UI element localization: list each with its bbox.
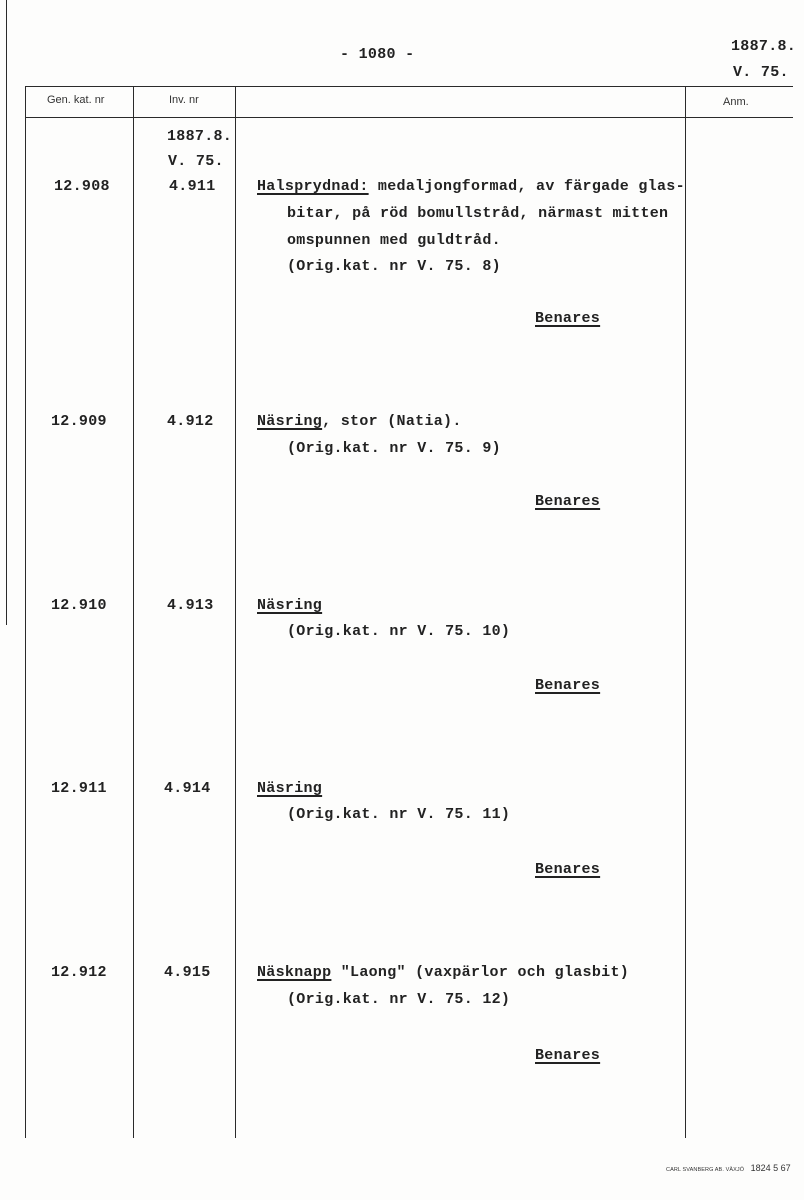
entry-gen-nr: 12.908 (54, 178, 110, 195)
entry-term: Näsring (257, 413, 323, 430)
corner-ref-line1: 1887.8. (731, 38, 797, 55)
column-rule-desc-anm (685, 86, 686, 1138)
entry-text: medaljongformad, av färgade glas- (368, 178, 685, 195)
entry-text: "Laong" (vaxpärlor och glasbit) (331, 964, 630, 981)
column-header-anm: Anm. (723, 96, 749, 108)
entry-gen-nr: 12.912 (51, 964, 107, 981)
entry-inv-nr: 4.912 (167, 413, 214, 430)
entry-inv-nr: 4.911 (169, 178, 216, 195)
entry-term: Näsknapp (257, 964, 332, 981)
entry-gen-nr: 12.910 (51, 597, 107, 614)
header-top-rule (25, 86, 793, 87)
printer-name: CARL SVANBERG AB. VÄXJÖ (666, 1167, 745, 1173)
entry-description-line1 (257, 178, 685, 195)
entry-term: Halsprydnad: (257, 178, 369, 195)
entry-description-line1 (257, 964, 629, 981)
entry-place: Benares (535, 861, 601, 878)
entry-term: Näsring (257, 780, 323, 797)
entry-description-line2: bitar, på röd bomullstråd, närmast mitten (287, 205, 669, 222)
printer-mark (666, 1158, 791, 1176)
entry-term: Näsring (257, 597, 323, 614)
entry-orig-ref: (Orig.kat. nr V. 75. 10) (287, 623, 511, 640)
entry-inv-nr: 4.915 (164, 964, 211, 981)
entry-place: Benares (535, 493, 601, 510)
page-number: - 1080 - (340, 46, 415, 63)
entry-orig-ref: (Orig.kat. nr V. 75. 11) (287, 806, 511, 823)
entry-description-line1 (257, 597, 322, 614)
column-header-inv: Inv. nr (169, 94, 199, 106)
column-rule-gen-inv (133, 86, 134, 1138)
entry-text: , stor (Natia). (322, 413, 462, 430)
entry-place: Benares (535, 677, 601, 694)
form-code: 1824 5 67 (750, 1163, 791, 1173)
left-margin-rule (6, 0, 7, 625)
header-bottom-rule (25, 117, 793, 118)
entry-orig-ref: (Orig.kat. nr V. 75. 8) (287, 258, 501, 275)
entry-gen-nr: 12.911 (51, 780, 107, 797)
entry-description-line1 (257, 780, 322, 797)
entry-place: Benares (535, 1047, 601, 1064)
intro-ref-line1: 1887.8. (167, 128, 233, 145)
column-rule-left (25, 86, 26, 1138)
column-rule-inv-desc (235, 86, 236, 1138)
column-header-gen: Gen. kat. nr (47, 94, 105, 106)
entry-inv-nr: 4.913 (167, 597, 214, 614)
corner-ref-line2: V. 75. (733, 64, 789, 81)
entry-gen-nr: 12.909 (51, 413, 107, 430)
entry-inv-nr: 4.914 (164, 780, 211, 797)
intro-ref-line2: V. 75. (168, 153, 224, 170)
entry-description-line1 (257, 413, 462, 430)
entry-orig-ref: (Orig.kat. nr V. 75. 12) (287, 991, 511, 1008)
entry-place: Benares (535, 310, 601, 327)
entry-orig-ref: (Orig.kat. nr V. 75. 9) (287, 440, 501, 457)
entry-description-line3: omspunnen med guldtråd. (287, 232, 501, 249)
